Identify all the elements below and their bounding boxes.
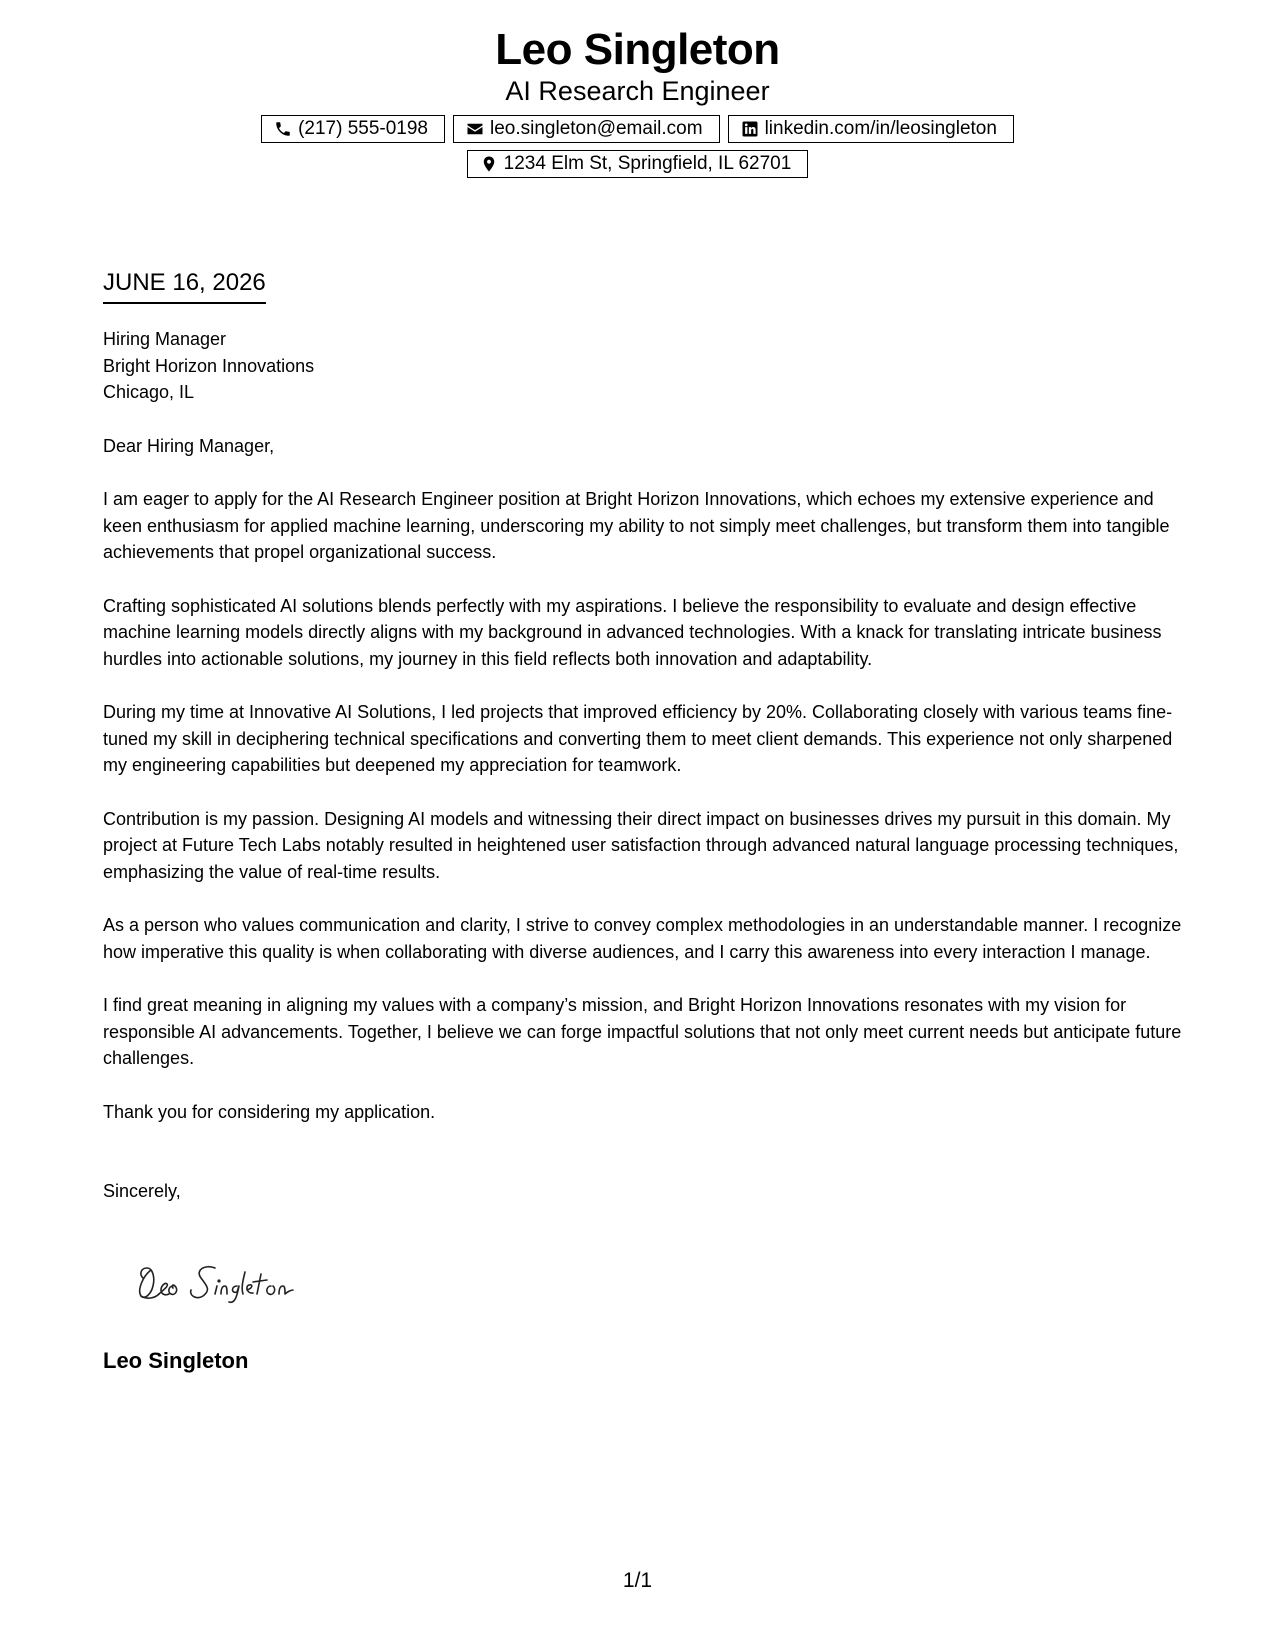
- email-chip: [453, 115, 720, 143]
- linkedin-text: linkedin.com/in/leosingleton: [764, 118, 997, 139]
- closing: Sincerely,: [103, 1181, 181, 1201]
- letter-date: JUNE 16, 2026: [103, 268, 266, 304]
- address-row: [0, 150, 1275, 178]
- page-number: 1/1: [622, 1569, 653, 1592]
- address-chip: [467, 150, 809, 178]
- letter-header: [0, 24, 1275, 178]
- applicant-name: Leo Singleton: [495, 25, 780, 74]
- phone-text: (217) 555-0198: [298, 118, 428, 139]
- body-paragraph: During my time at Innovative AI Solutions, I led projects that improved efficiency by 20%. Collaborating closely with various teams fine-tuned my skill in deciphering technical specifications and converting them to meet client demands. This experience not only sharpened my engineering capabilities but deepened my appreciation for teamwork.: [103, 702, 1173, 775]
- signer-name: Leo Singleton: [103, 1348, 249, 1373]
- body-paragraph: Contribution is my passion. Designing AI models and witnessing their direct impact on businesses drives my pursuit in this domain. My project at Future Tech Labs notably resulted in heightened user satisfaction through advanced natural language processing techniques, emphasizing the value of real-time results.: [103, 808, 1179, 882]
- contact-row: [0, 115, 1275, 143]
- body-paragraph: I find great meaning in aligning my values with a company’s mission, and Bright Horizon Innovations resonates with my vision for responsible AI advancements. Together, I believe we can forge impactful solutions that not only meet current needs but anticipate future challenges.: [103, 995, 1182, 1068]
- thank-you-line: Thank you for considering my application.: [103, 1101, 436, 1122]
- recipient-line: Hiring Manager: [103, 329, 227, 349]
- recipient-block: [103, 326, 1183, 406]
- linkedin-chip: [728, 115, 1014, 143]
- recipient-line: Chicago, IL: [103, 382, 195, 402]
- letter-body: [103, 326, 1183, 1205]
- body-paragraph: As a person who values communication and clarity, I strive to convey complex methodologies in an understandable manner. I recognize how imperative this quality is when collaborating with diverse audiences, and I carry this awareness into every interaction I manage.: [103, 915, 1182, 962]
- linkedin-icon: [741, 120, 759, 138]
- address-text: 1234 Elm St, Springfield, IL 62701: [503, 153, 792, 174]
- applicant-title: AI Research Engineer: [505, 76, 770, 106]
- handwritten-signature: [133, 1256, 333, 1306]
- recipient-line: Bright Horizon Innovations: [103, 355, 315, 376]
- body-paragraph: I am eager to apply for the AI Research Engineer position at Bright Horizon Innovations, which echoes my extensive experience and keen enthusiasm for applied machine learning, underscoring my ability to not simply meet challenges, but transform them into tangible achievements that propel organizational success.: [103, 489, 1170, 562]
- salutation: Dear Hiring Manager,: [103, 435, 275, 456]
- body-paragraph: Crafting sophisticated AI solutions blends perfectly with my aspirations. I believe the responsibility to evaluate and design effective machine learning models directly aligns with my background in advanced technologies. With a knack for translating intricate business hurdles into actionable solutions, my journey in this field reflects both innovation and adaptability.: [103, 595, 1162, 669]
- envelope-icon: [466, 120, 484, 138]
- map-marker-icon: [480, 155, 498, 173]
- email-text: leo.singleton@email.com: [490, 118, 703, 139]
- phone-icon: [274, 120, 292, 138]
- phone-chip: [261, 115, 445, 143]
